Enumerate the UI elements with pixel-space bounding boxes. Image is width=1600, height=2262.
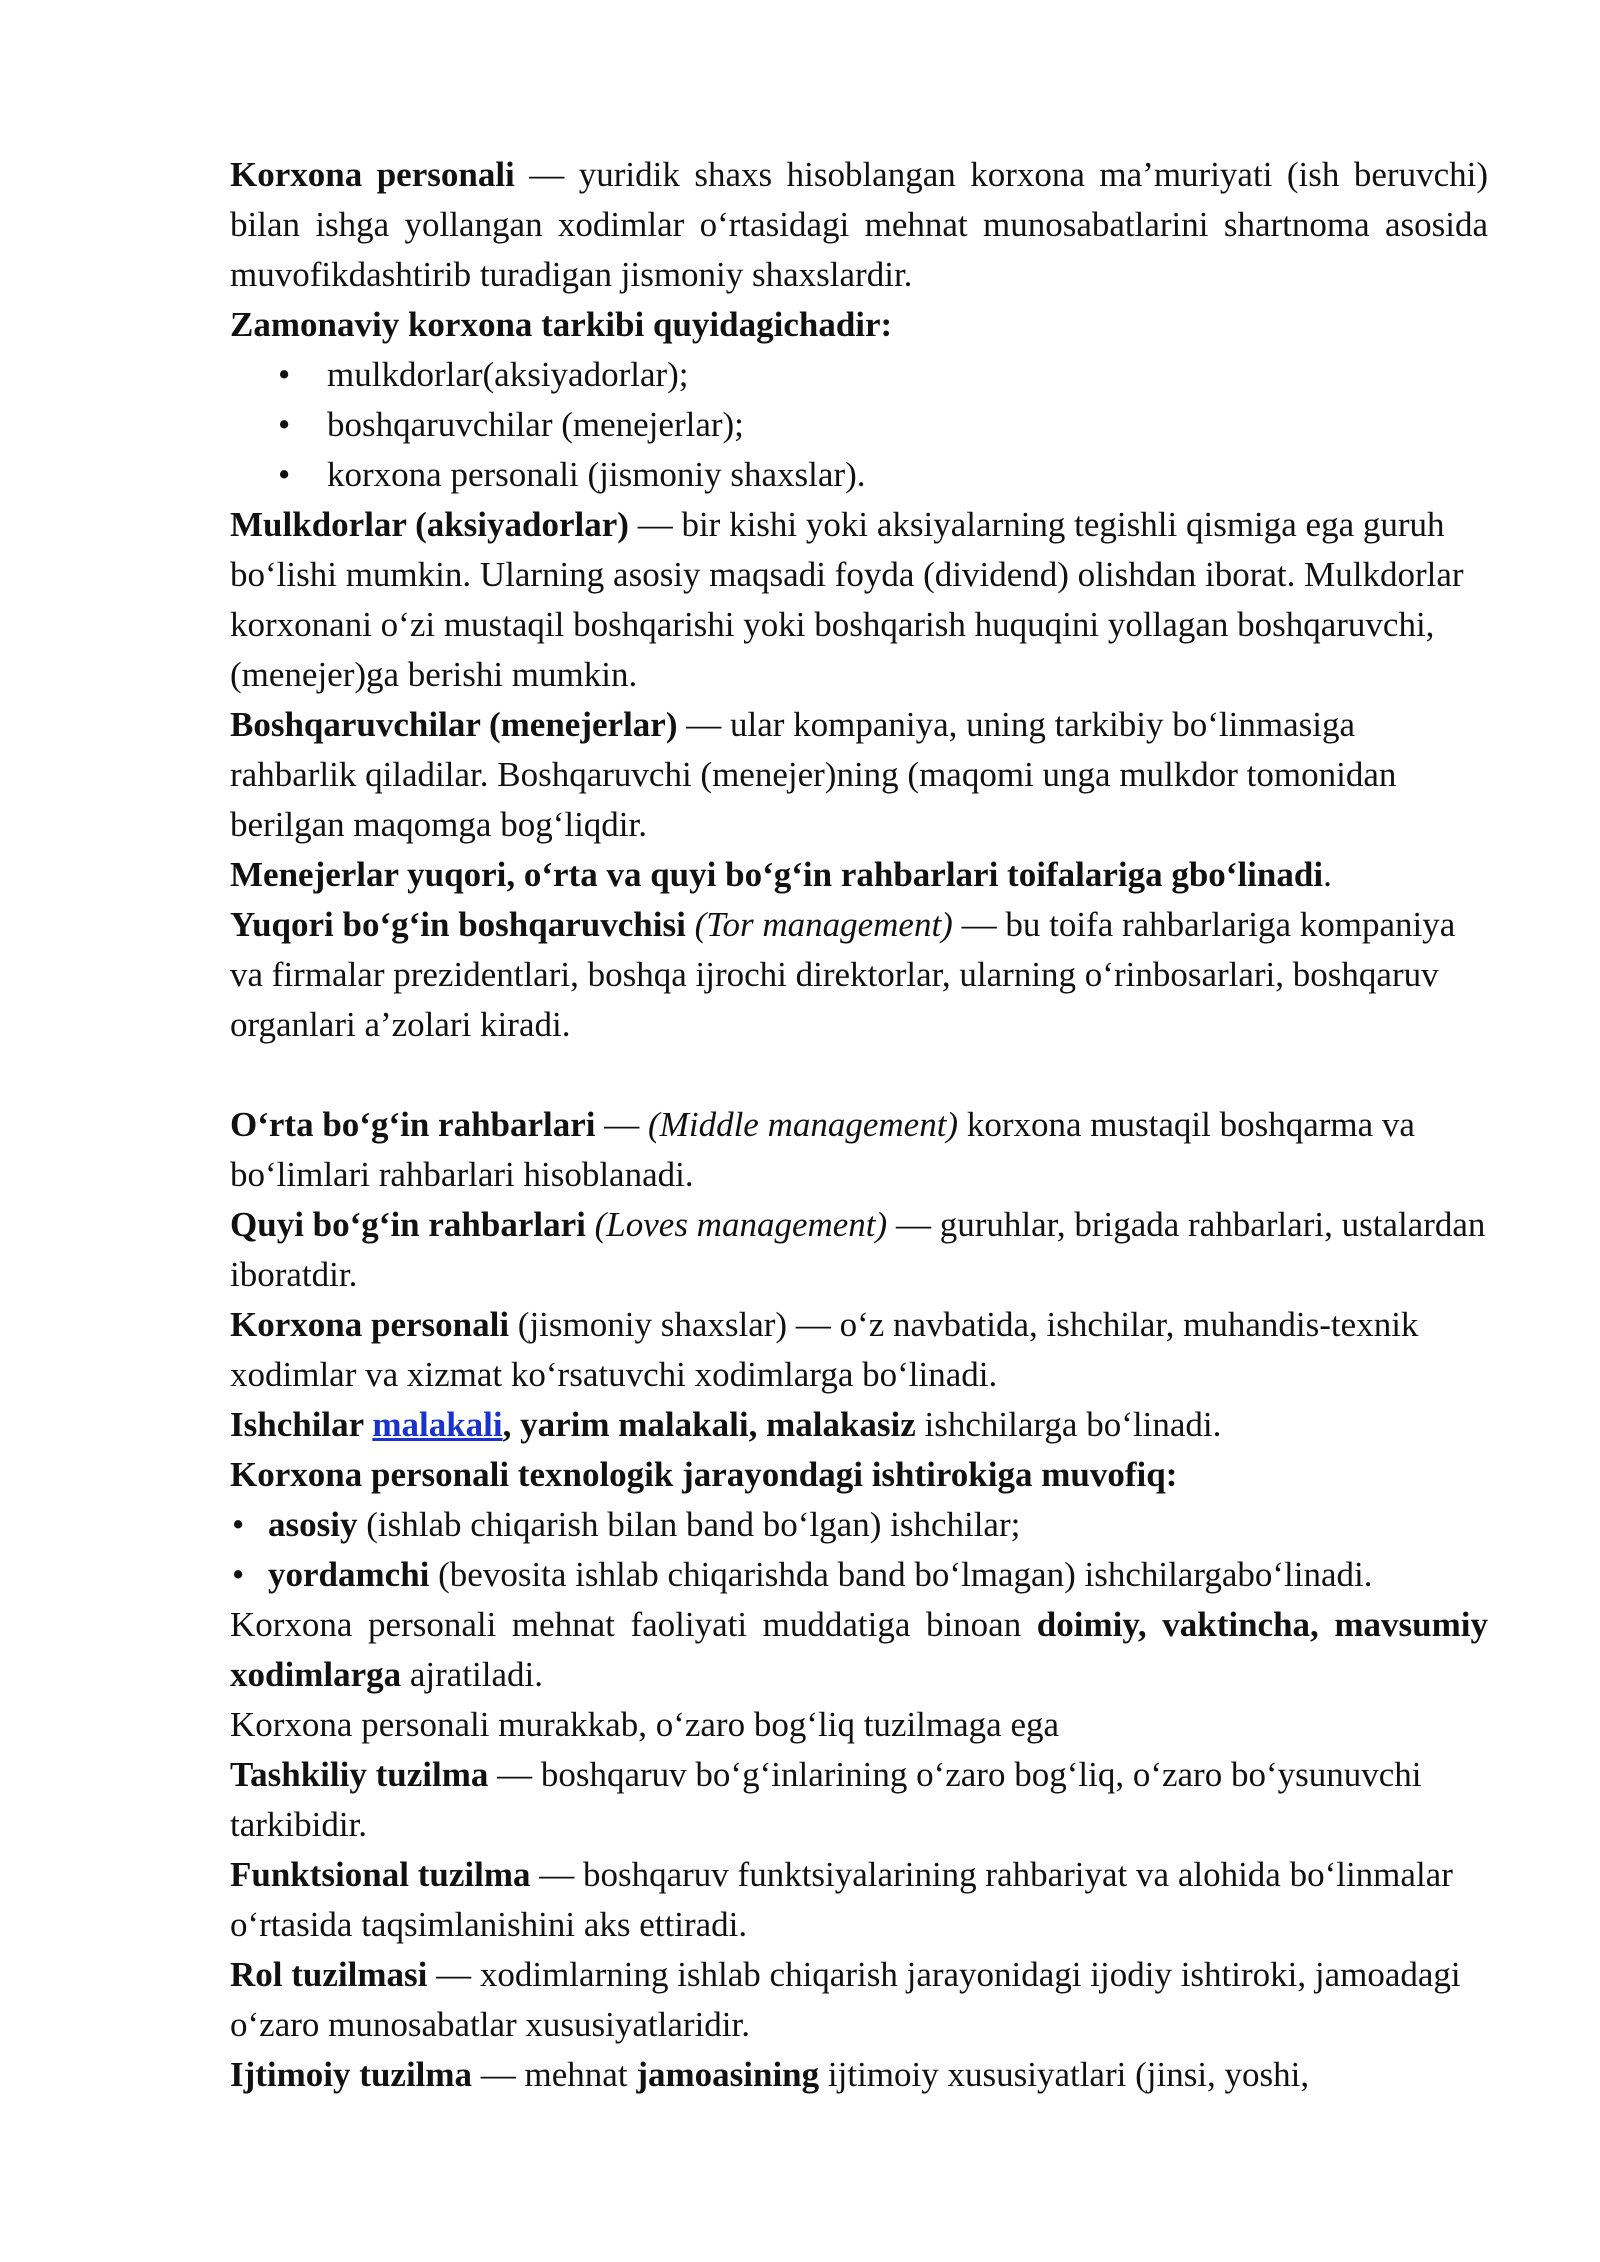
heading-manager-levels [230,850,1488,900]
list-item: • boshqaruvchilar (menejerlar); [230,400,1488,450]
definition: (ishlab chiqarish bilan band boʻlgan) ishchilar; [357,1505,1021,1544]
definition: ishchilarga boʻlinadi. [915,1405,1222,1444]
definition: — xodimlarning ishlab chiqarish jarayonidagi ijodiy ishtiroki, jamoadagi oʻzaro munosabatlar xususiyatlaridir. [230,1955,1461,2044]
heading-text: Menejerlar yuqori, oʻrta va quyi boʻgʻin rahbarlari toifalariga gboʻlinadi [230,855,1324,894]
paragraph-social-structure [230,2050,1488,2100]
term: Quyi boʻgʻin rahbarlari [230,1205,586,1244]
paragraph-korxona-personali [230,150,1488,300]
term-continued: , yarim malakali, malakasiz [502,1405,916,1444]
paragraph-lower-management [230,1200,1488,1300]
definition: — mehnat [472,2055,637,2094]
term: yordamchi [268,1555,430,1594]
paragraph-top-management [230,900,1488,1050]
paragraph-owners [230,500,1488,700]
dash: — [595,1105,649,1144]
term: Yuqori boʻgʻin boshqaruvchisi [230,905,686,944]
paragraph-personnel [230,1300,1488,1400]
term: Funktsional tuzilma [230,1855,531,1894]
text: Korxona personali mehnat faoliyati muddatiga binoan [230,1605,1037,1644]
definition: — ular kompaniya, uning tarkibiy boʻlinmasiga rahbarlik qiladilar. Boshqaruvchi (menejer)ning (maqomi unga mulkdor tomonidan berilgan maqomga bogʻliqdir. [230,705,1397,844]
term: Oʻrta boʻgʻin rahbarlari [230,1105,596,1144]
english-term: (Loves management) [585,1205,888,1244]
paragraph-middle-management [230,1100,1488,1200]
paragraph-functional-structure [230,1850,1488,1950]
definition: korxona mustaqil boshqarma va boʻlimlari rahbarlari hisoblanadi. [230,1105,1415,1194]
definition: — bir kishi yoki aksiyalarning tegishli qismiga ega guruh boʻlishi mumkin. Ularning asosiy maqsadi foyda (dividend) olishdan iborat. Mulkdorlar korxonani oʻzi mustaqil boshqarishi yoki boshqarish huquqini yollagan boshqaruvchi, (menejer)ga berishi mumkin. [230,505,1464,694]
list-item: • korxona personali (jismoniy shaxslar). [230,450,1488,500]
definition: — guruhlar, brigada rahbarlari, ustalardan iboratdir. [230,1205,1486,1294]
term: Korxona personali [230,155,515,194]
definition: (jismoniy shaxslar) — oʻz navbatida, ishchilar, muhandis-texnik xodimlar va xizmat koʻrsatuvchi xodimlarga boʻlinadi. [230,1305,1419,1394]
term: Rol tuzilmasi [230,1955,428,1994]
term: Korxona personali [230,1305,510,1344]
definition: — bu toifa rahbarlariga kompaniya va firmalar prezidentlari, boshqa ijrochi direktorlar, ularning oʻrinbosarlari, boshqaruv organlari a’zolari kiradi. [230,905,1456,1044]
list-item [230,1500,1488,1550]
heading-structure [230,300,1488,350]
term: Ishchilar [230,1405,373,1444]
term: Tashkiliy tuzilma [230,1755,489,1794]
technology-list [230,1500,1488,1600]
term: asosiy [268,1505,358,1544]
term: doimiy, vaktincha, mavsumiy xodimlarga [230,1605,1488,1694]
paragraph-role-structure [230,1950,1488,2050]
paragraph-workers [230,1400,1488,1450]
term: Mulkdorlar (aksiyadorlar) [230,505,629,544]
definition: (bevosita ishlab chiqarishda band boʻlmagan) ishchilargaboʻlinadi. [429,1555,1373,1594]
list-item: • mulkdorlar(aksiyadorlar); [230,350,1488,400]
definition: — boshqaruv boʻgʻinlarining oʻzaro bogʻliq, oʻzaro boʻysunuvchi tarkibidir. [230,1755,1422,1844]
paragraph-org-structure [230,1750,1488,1850]
text-end: ajratiladi. [401,1655,543,1694]
definition-end: ijtimoiy xususiyatlari (jinsi, yoshi, [819,2055,1310,2094]
definition: — boshqaruv funktsiyalarining rahbariyat va alohida boʻlinmalar oʻrtasida taqsimlanishini aks ettiradi. [230,1855,1453,1944]
structure-list [230,350,1488,500]
list-item [230,1550,1488,1600]
blank-line [230,1050,1488,1100]
heading-end: . [1323,855,1332,894]
term-inline: jamoasining [636,2055,820,2094]
heading-text: Zamonaviy korxona tarkibi quyidagichadir: [230,305,893,344]
paragraph-duration [230,1600,1488,1700]
term: Ijtimoiy tuzilma [230,2055,473,2094]
english-term: (Middle management) [648,1105,959,1144]
english-term: (Tor management) [685,905,953,944]
term: Boshqaruvchilar (menejerlar) [230,705,678,744]
heading-technology [230,1450,1488,1500]
heading-text: Korxona personali texnologik jarayondagi ishtirokiga muvofiq: [230,1455,1178,1494]
paragraph-managers [230,700,1488,850]
definition: — yuridik shaxs hisoblangan korxona ma’muriyati (ish beruvchi) bilan ishga yollangan xodimlar oʻrtasidagi mehnat munosabatlarini shartnoma asosida muvofikdashtirib turadigan jismoniy shaxslardir. [230,155,1488,294]
malakali-link[interactable]: malakali [372,1405,503,1444]
paragraph-complex-structure: Korxona personali murakkab, oʻzaro bogʻliq tuzilmaga ega [230,1705,1060,1744]
